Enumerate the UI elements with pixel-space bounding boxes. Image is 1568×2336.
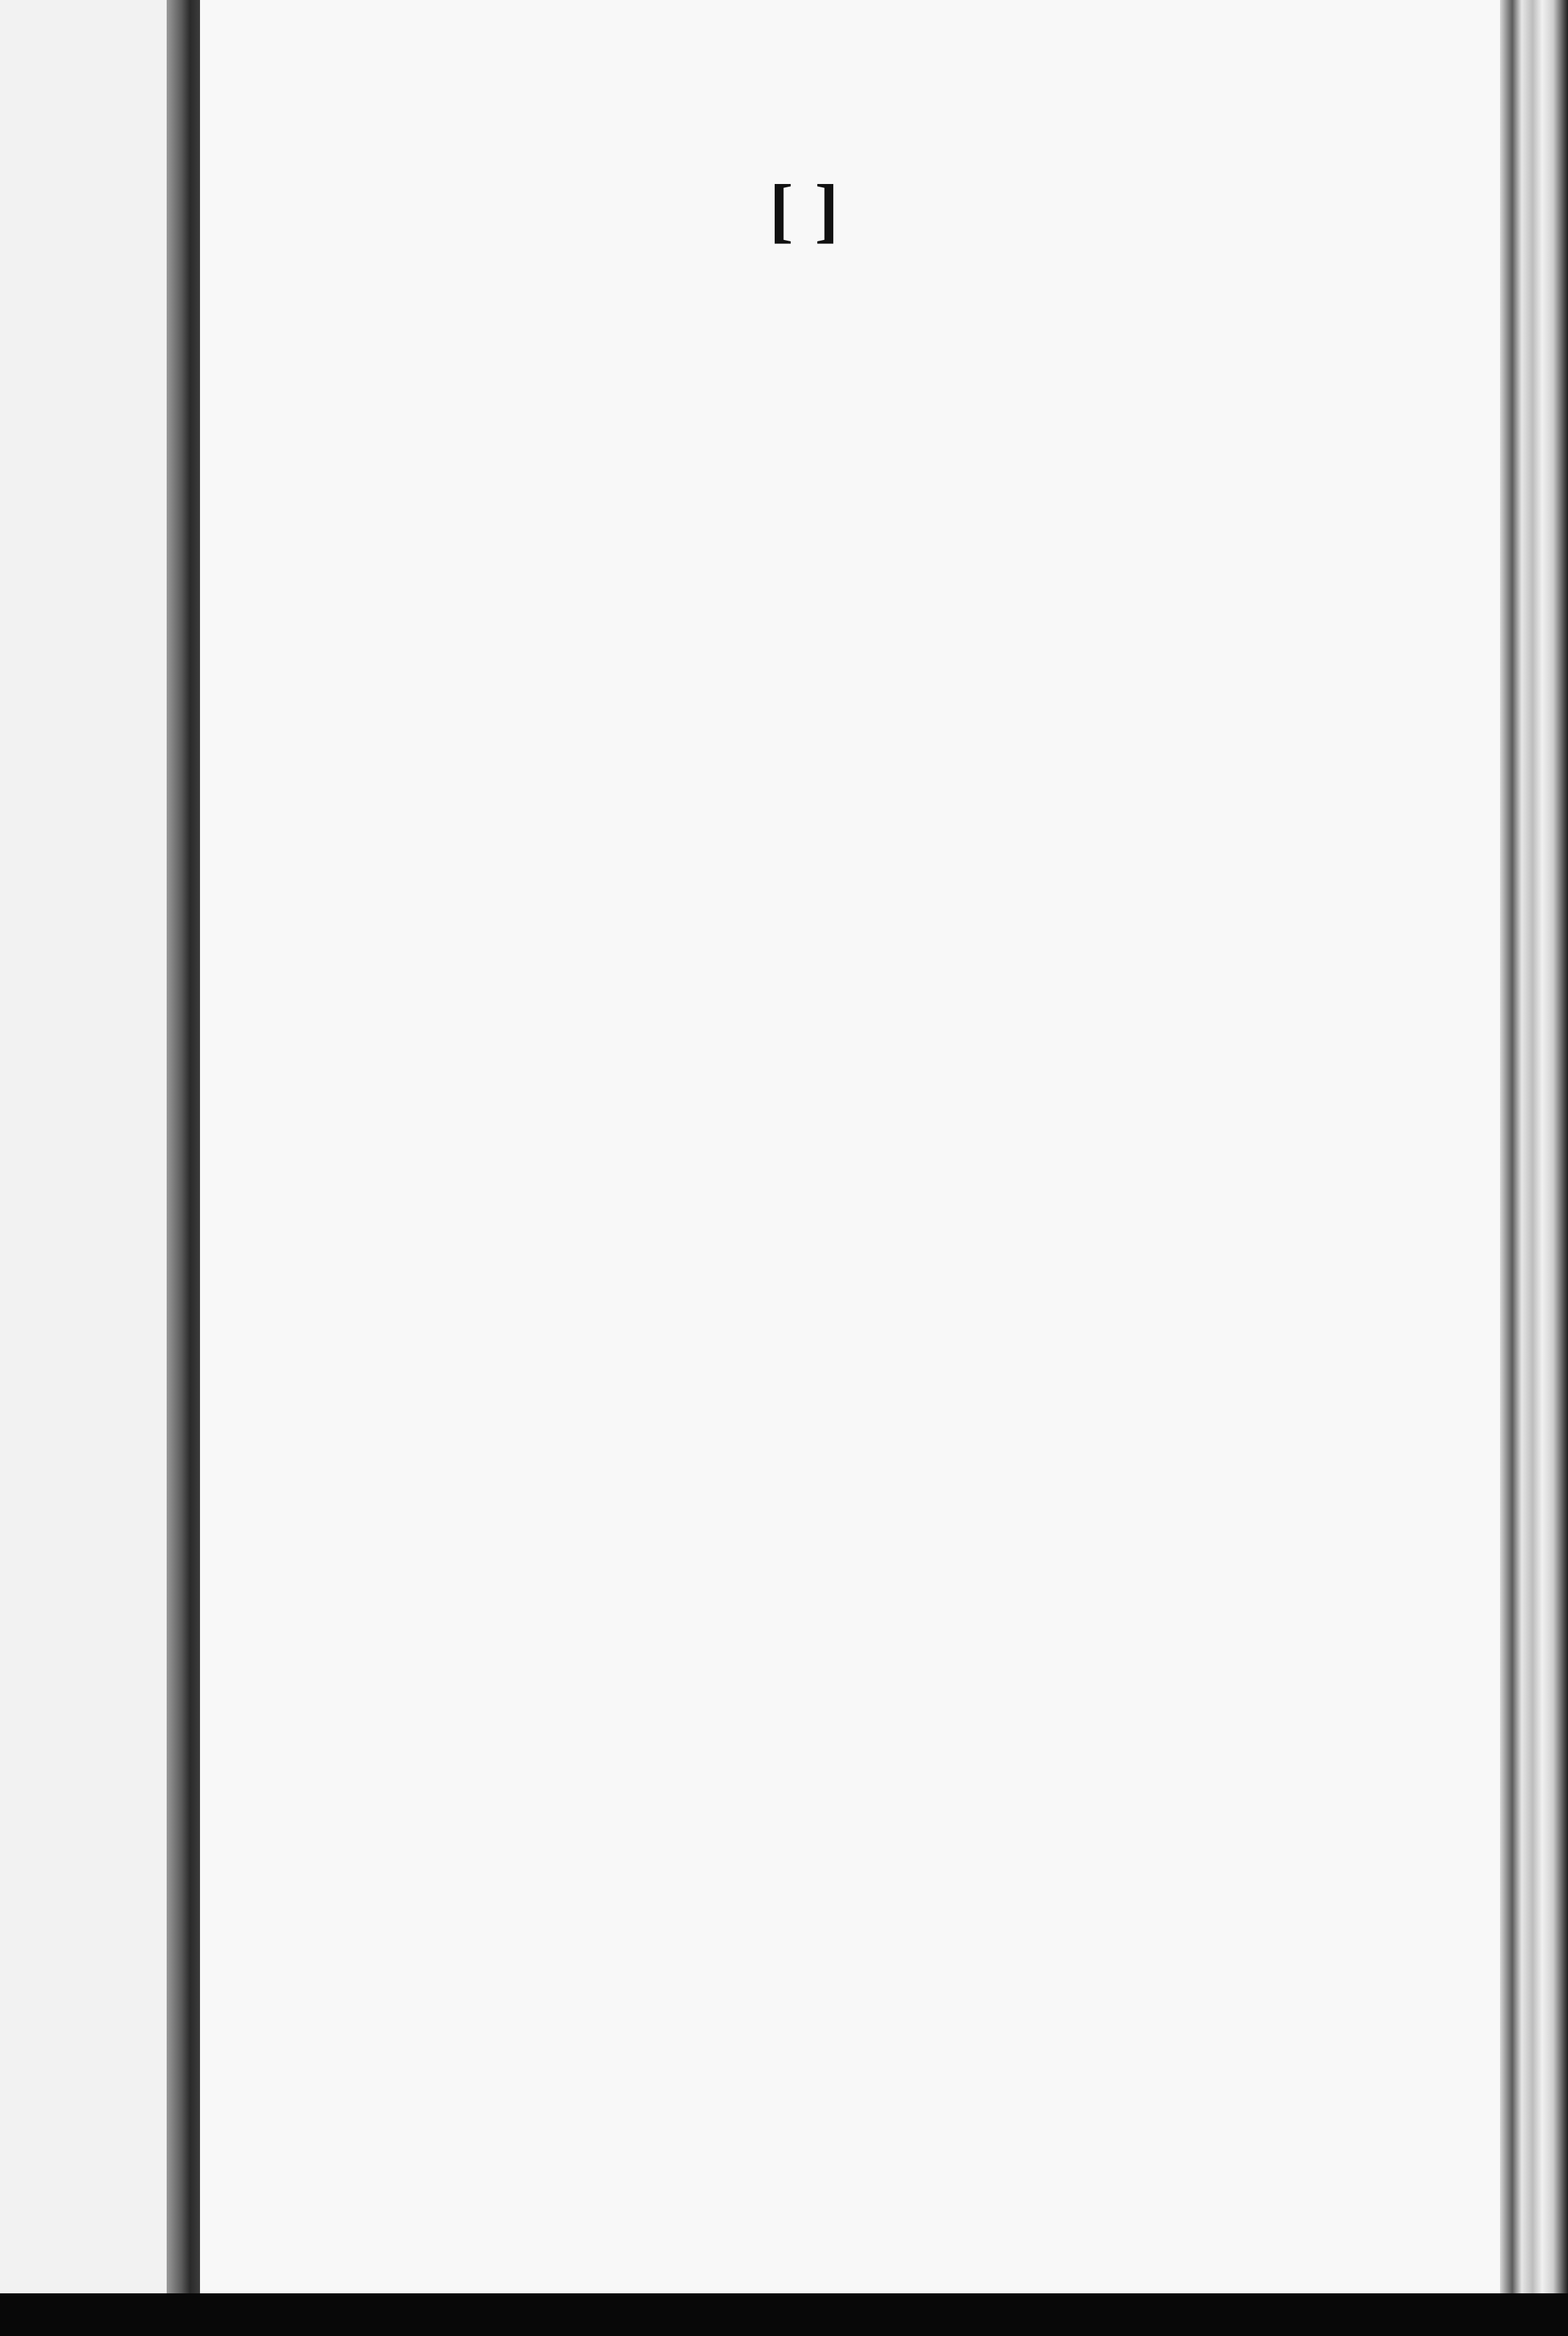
page-stack-edge (1500, 0, 1568, 2293)
book-page (200, 0, 1500, 2293)
scan-shadow (0, 2293, 1568, 2336)
page-number: [ ] (769, 171, 841, 250)
book-gutter (167, 0, 200, 2293)
